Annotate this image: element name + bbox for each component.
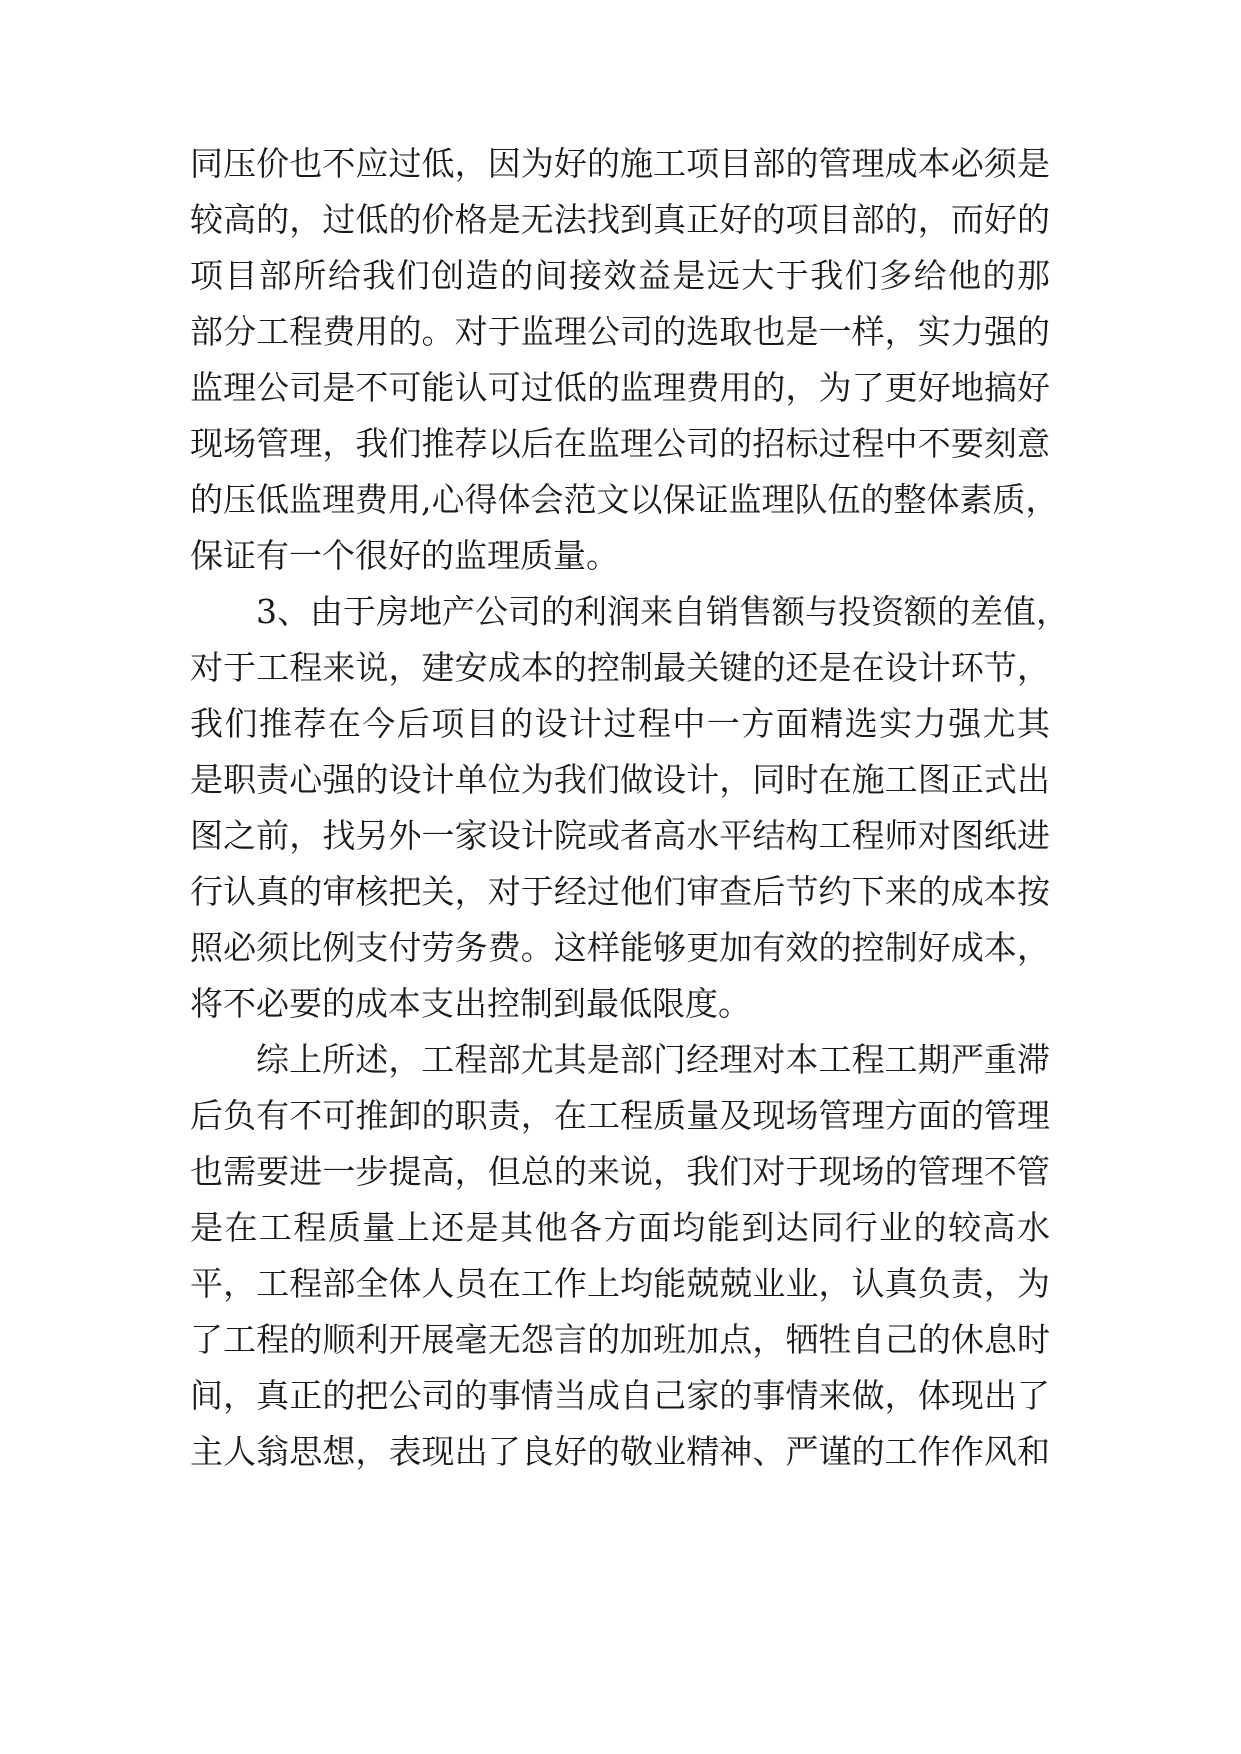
text-line: 也需要进一步提高，但总的来说，我们对于现场的管理不管 [190, 1152, 1050, 1191]
text-line: 部分工程费用的。对于监理公司的选取也是一样，实力强的 [190, 312, 1050, 351]
text-line: 我们推荐在今后项目的设计过程中一方面精选实力强尤其 [190, 704, 1050, 743]
text-line: 将不必要的成本支出控制到最低限度。 [190, 984, 751, 1023]
text-line: 的压低监理费用,心得体会范文以保证监理队伍的整体素质， [190, 480, 1059, 519]
text-line: 较高的，过低的价格是无法找到真正好的项目部的，而好的 [190, 200, 1050, 239]
text-line: 监理公司是不可能认可过低的监理费用的，为了更好地搞好 [190, 368, 1050, 407]
text-line: 同压价也不应过低，因为好的施工项目部的管理成本必须是 [190, 144, 1050, 183]
text-line: 3、由于房地产公司的利润来自销售额与投资额的差值， [256, 592, 1069, 631]
text-line: 主人翁思想，表现出了良好的敬业精神、严谨的工作作风和 [190, 1432, 1050, 1471]
text-line: 图之前，找另外一家设计院或者高水平结构工程师对图纸进 [190, 816, 1050, 855]
text-line: 现场管理，我们推荐以后在监理公司的招标过程中不要刻意 [190, 424, 1050, 463]
text-line: 综上所述，工程部尤其是部门经理对本工程工期严重滞 [256, 1040, 1050, 1079]
text-line: 间，真正的把公司的事情当成自己家的事情来做，体现出了 [190, 1376, 1050, 1415]
text-line: 是在工程质量上还是其他各方面均能到达同行业的较高水 [190, 1208, 1050, 1247]
text-line: 对于工程来说，建安成本的控制最关键的还是在设计环节， [190, 648, 1050, 687]
text-line: 保证有一个很好的监理质量。 [190, 536, 619, 575]
text-line: 项目部所给我们创造的间接效益是远大于我们多给他的那 [190, 256, 1050, 295]
text-line: 是职责心强的设计单位为我们做设计，同时在施工图正式出 [190, 760, 1050, 799]
text-line: 平，工程部全体人员在工作上均能兢兢业业，认真负责，为 [190, 1264, 1050, 1303]
text-line: 照必须比例支付劳务费。这样能够更加有效的控制好成本， [190, 928, 1050, 967]
text-line: 行认真的审核把关，对于经过他们审查后节约下来的成本按 [190, 872, 1050, 911]
text-line: 了工程的顺利开展毫无怨言的加班加点，牺牲自己的休息时 [190, 1320, 1050, 1359]
text-line: 后负有不可推卸的职责，在工程质量及现场管理方面的管理 [190, 1096, 1050, 1135]
